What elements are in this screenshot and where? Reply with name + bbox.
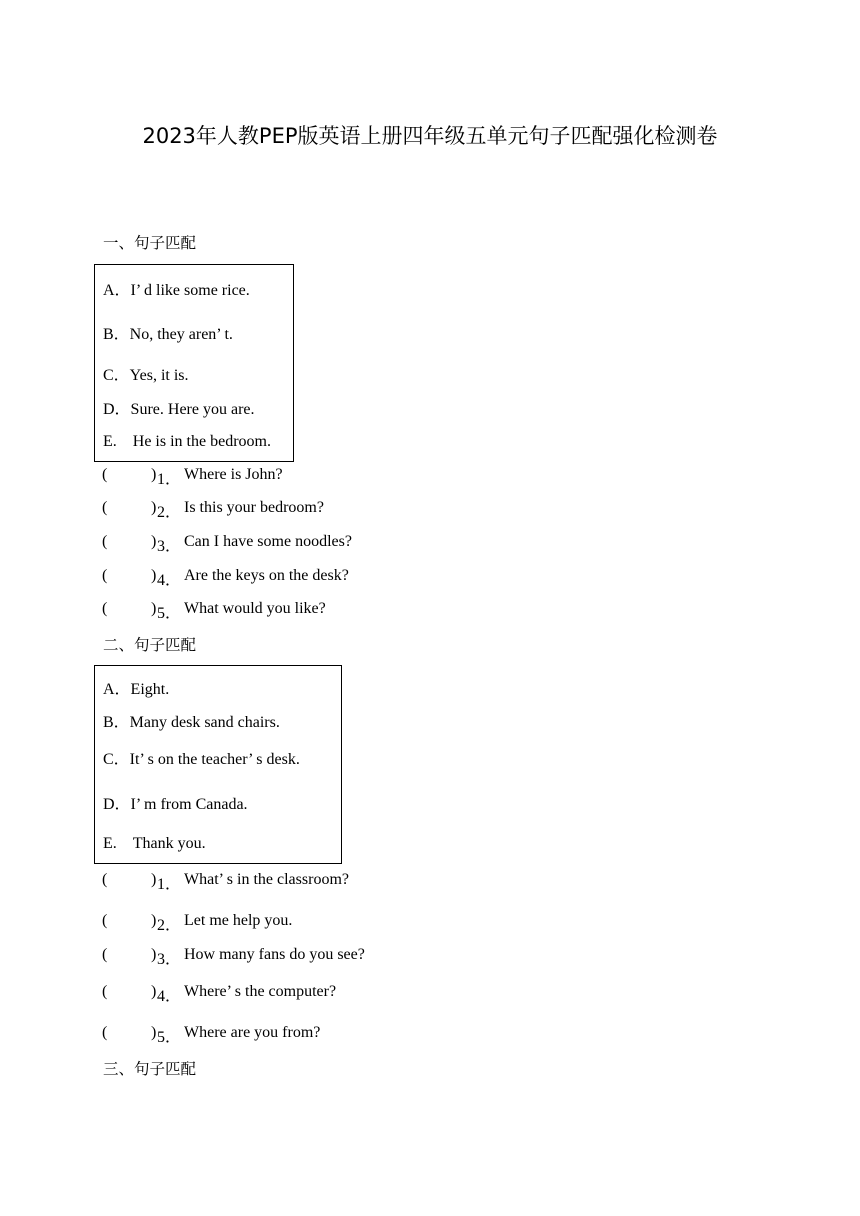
question-text: What’ s in the classroom?: [184, 871, 349, 888]
answer-blank-open[interactable]: (: [102, 499, 108, 516]
answer-blank-close: ): [151, 533, 157, 550]
section-3-heading: 三、句子匹配: [103, 1060, 197, 1078]
question-number: 3．: [157, 951, 182, 968]
answer-blank-close: ): [151, 567, 157, 584]
option-b: B．No, they aren’ t.: [103, 326, 233, 343]
answer-blank-close: ): [151, 871, 157, 888]
answer-blank-open[interactable]: (: [102, 533, 108, 550]
question-number: 5．: [157, 1029, 182, 1046]
question-text: Are the keys on the desk?: [184, 567, 349, 584]
question-number: 1．: [157, 876, 182, 893]
question-number: 4．: [157, 572, 182, 589]
option-e: E. Thank you.: [103, 835, 206, 852]
option-c: C．Yes, it is.: [103, 367, 189, 384]
option-a: A．I’ d like some rice.: [103, 282, 250, 299]
option-e: E. He is in the bedroom.: [103, 433, 271, 450]
option-d: D．Sure. Here you are.: [103, 401, 255, 418]
answer-blank-open[interactable]: (: [102, 871, 108, 888]
question-number: 2．: [157, 504, 182, 521]
answer-blank-open[interactable]: (: [102, 567, 108, 584]
answer-blank-close: ): [151, 983, 157, 1000]
section-1-options-box: [94, 264, 294, 462]
question-text: Where’ s the computer?: [184, 983, 337, 1000]
answer-blank-close: ): [151, 912, 157, 929]
question-number: 1．: [157, 471, 182, 488]
option-b: B．Many desk sand chairs.: [103, 714, 280, 731]
answer-blank-open[interactable]: (: [102, 983, 108, 1000]
section-2-heading: 二、句子匹配: [103, 636, 197, 654]
option-c: C．It’ s on the teacher’ s desk.: [103, 751, 300, 768]
question-text: What would you like?: [184, 600, 326, 617]
answer-blank-open[interactable]: (: [102, 912, 108, 929]
document-title: 2023年人教PEP版英语上册四年级五单元句子匹配强化检测卷: [142, 124, 718, 148]
question-number: 4．: [157, 988, 182, 1005]
answer-blank-open[interactable]: (: [102, 1024, 108, 1041]
answer-blank-close: ): [151, 600, 157, 617]
option-d: D．I’ m from Canada.: [103, 796, 248, 813]
answer-blank-close: ): [151, 946, 157, 963]
answer-blank-close: ): [151, 499, 157, 516]
section-1-heading: 一、句子匹配: [103, 234, 197, 252]
option-a: A．Eight.: [103, 681, 170, 698]
question-text: Is this your bedroom?: [184, 499, 324, 516]
answer-blank-close: ): [151, 1024, 157, 1041]
section-2-options-box: [94, 665, 342, 864]
question-text: Let me help you.: [184, 912, 293, 929]
question-text: How many fans do you see?: [184, 946, 365, 963]
question-number: 5．: [157, 605, 182, 622]
question-number: 2．: [157, 917, 182, 934]
answer-blank-open[interactable]: (: [102, 466, 108, 483]
question-text: Where is John?: [184, 466, 283, 483]
answer-blank-open[interactable]: (: [102, 600, 108, 617]
question-text: Where are you from?: [184, 1024, 321, 1041]
question-text: Can I have some noodles?: [184, 533, 352, 550]
answer-blank-open[interactable]: (: [102, 946, 108, 963]
answer-blank-close: ): [151, 466, 157, 483]
question-number: 3．: [157, 538, 182, 555]
